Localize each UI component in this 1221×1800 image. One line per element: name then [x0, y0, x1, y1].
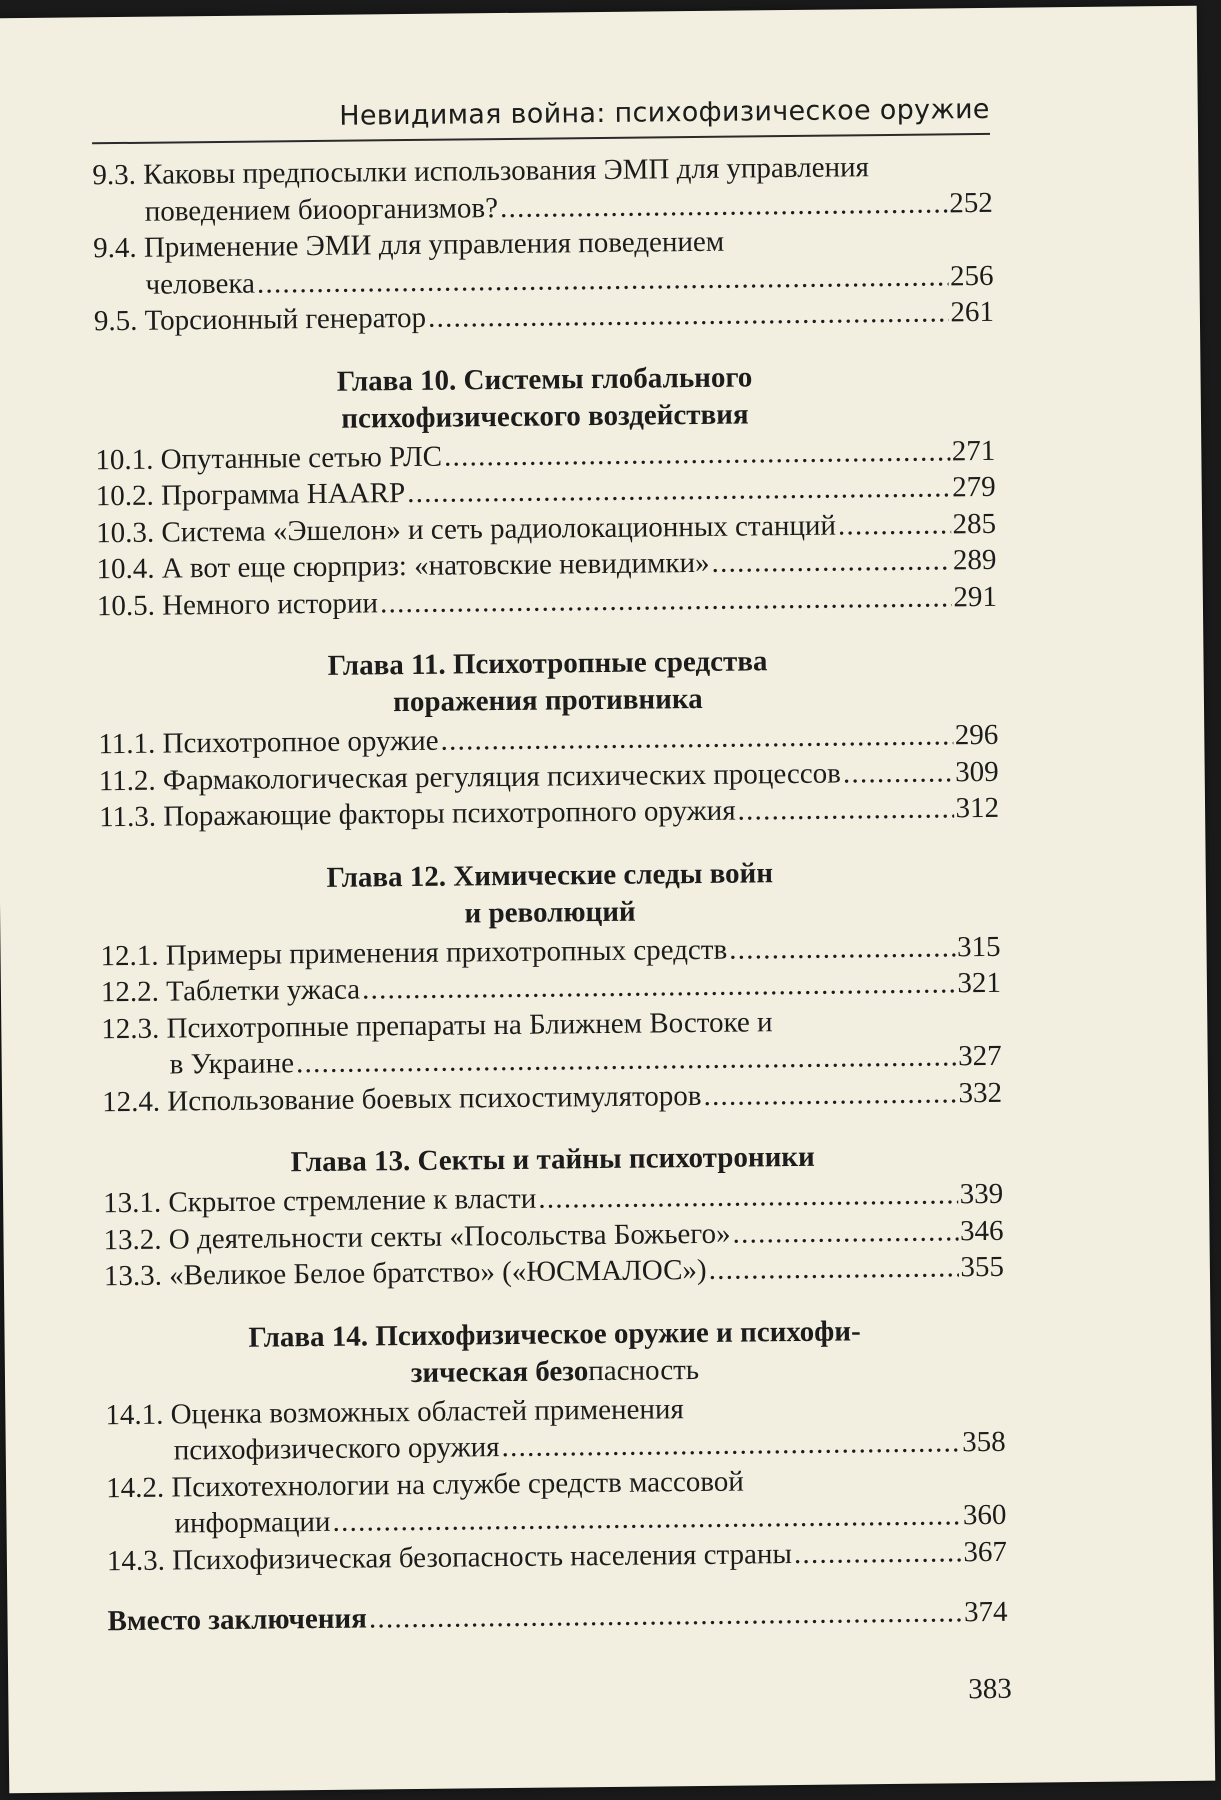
dot-leader	[380, 579, 952, 621]
toc-entry-number: 9.5.	[93, 304, 138, 338]
toc-entry-number: 12.2.	[100, 975, 160, 1009]
toc-entry-number: 14.2.	[105, 1471, 165, 1504]
toc-page-number: 327	[957, 1039, 1002, 1073]
toc-page-number: 296	[954, 718, 999, 752]
page-folio-number: 383	[968, 1672, 1012, 1706]
toc-entry-number: 13.3.	[103, 1259, 163, 1293]
toc-entry-title: Психотропное оружие	[162, 724, 439, 760]
toc-entry-14-2[interactable]	[106, 1460, 1007, 1542]
chapter-heading-14	[104, 1311, 1005, 1394]
toc-page-number: 285	[952, 507, 997, 540]
toc-entry-9-3[interactable]	[92, 148, 993, 230]
toc-entry-number: 10.5.	[96, 589, 156, 622]
dot-leader	[708, 1249, 958, 1288]
toc-entry-title-continued: психофизического оружия	[173, 1431, 500, 1467]
toc-entry-title-continued: информации	[174, 1505, 331, 1540]
toc-page-number: 321	[957, 966, 1002, 1000]
toc-entry-number: 14.3.	[106, 1544, 166, 1577]
chapter-title-bold-part: зическая безо	[410, 1354, 589, 1389]
dot-leader	[538, 1176, 958, 1217]
toc-entry-number: 14.1.	[105, 1398, 164, 1431]
toc-entry-9-4[interactable]	[93, 221, 994, 303]
chapter-title-line: Глава 13. Секты и тайны психотроники	[290, 1140, 815, 1179]
chapter-title-regular-part: пасность	[588, 1353, 700, 1387]
chapter-title-line: поражения противника	[393, 682, 703, 719]
toc-page-number: 309	[955, 755, 999, 788]
toc-entry-title: Торсионный генератор	[144, 301, 427, 337]
toc-page-number: 358	[962, 1425, 1006, 1459]
running-header: Невидимая война: психофизическое оружие	[92, 94, 990, 144]
toc-entry-title-continued: поведением биоорганизмов?	[144, 191, 499, 228]
toc-entry-number: 12.1.	[100, 939, 159, 972]
toc-page-number: 332	[958, 1076, 1003, 1109]
table-of-contents	[92, 148, 1007, 1640]
toc-page-number: 261	[950, 295, 995, 329]
toc-page-number: 355	[960, 1250, 1005, 1284]
toc-entry-conclusion[interactable]	[107, 1594, 1007, 1640]
chapter-title-line: Глава 11. Психотропные средства	[327, 645, 768, 682]
toc-entry-title: О деятельности секты «Посольства Божьего»	[168, 1217, 731, 1256]
dot-leader	[407, 469, 950, 511]
dot-leader	[711, 542, 951, 581]
toc-entry-number: 10.2.	[95, 479, 154, 513]
toc-entry-title: Система «Эшелон» и сеть радиолокационных станций	[161, 509, 837, 549]
toc-entry-title: Вместо заключения	[107, 1602, 368, 1638]
chapter-title-line: психофизического воздействия	[341, 397, 749, 435]
dot-leader	[838, 506, 951, 544]
toc-entry-title: «Великое Белое братство» («ЮСМАЛОС»)	[168, 1253, 707, 1292]
toc-page-number: 252	[949, 186, 993, 219]
toc-page-number: 291	[953, 580, 998, 613]
toc-page-number: 367	[963, 1535, 1008, 1568]
dot-leader	[440, 717, 953, 759]
toc-page-number: 360	[962, 1498, 1007, 1532]
toc-page-number: 312	[955, 791, 1000, 825]
chapter-heading-12	[100, 852, 1001, 935]
toc-page-number: 315	[956, 930, 1001, 963]
toc-entry-number: 13.2.	[103, 1223, 162, 1256]
book-page	[0, 6, 1215, 1794]
toc-entry-title: Каковы предпосылки использования ЭМП для управления	[142, 151, 870, 191]
dot-leader	[703, 1075, 956, 1114]
chapter-title-line: и революций	[464, 895, 636, 929]
toc-entry-title: Психотехнологии на службе средств массовой	[171, 1465, 744, 1504]
toc-entry-title-continued: в Украине	[169, 1047, 295, 1081]
toc-entry-title: А вот еще сюрприз: «натовские невидимки»	[161, 546, 710, 585]
toc-entry-title: Примеры применения прихотропных средств	[165, 933, 728, 972]
toc-entry-title: Психофизическая безопасность населения страны	[171, 1537, 793, 1577]
dot-leader	[501, 1424, 960, 1465]
toc-entry-title-continued: человека	[145, 267, 256, 301]
toc-entry-number: 11.1.	[98, 727, 156, 761]
toc-entry-title: Скрытое стремление к власти	[168, 1182, 537, 1219]
dot-leader	[729, 929, 955, 968]
dot-leader	[500, 185, 948, 226]
dot-leader	[732, 1213, 958, 1252]
toc-entry-title: Поражающие факторы психотропного оружия	[163, 794, 736, 833]
toc-entry-number: 12.3.	[101, 1012, 160, 1045]
toc-entry-title: Немного истории	[161, 586, 379, 622]
dot-leader	[369, 1594, 963, 1637]
toc-page-number: 279	[952, 470, 996, 504]
dot-leader	[737, 790, 953, 829]
toc-entry-number: 10.4.	[96, 552, 155, 586]
toc-entry-12-3[interactable]	[101, 1001, 1002, 1083]
chapter-title-line: Глава 10. Системы глобального	[336, 360, 753, 398]
toc-page-number: 289	[952, 543, 997, 577]
toc-entry-14-1[interactable]	[105, 1387, 1006, 1469]
toc-entry-title: Оценка возможных областей применения	[170, 1392, 684, 1431]
toc-entry-number: 11.3.	[98, 800, 157, 834]
toc-entry-title: Психотропные препараты на Ближнем Востоке и	[166, 1005, 773, 1045]
toc-entry-number: 10.3.	[95, 516, 155, 549]
toc-page-number: 346	[959, 1214, 1004, 1247]
chapter-heading-10	[94, 356, 995, 439]
toc-page-number: 271	[951, 434, 996, 467]
dot-leader	[794, 1534, 962, 1572]
toc-entry-number: 13.1.	[102, 1186, 162, 1220]
toc-entry-number: 10.1.	[95, 443, 154, 476]
toc-entry-title: Фармакологическая регуляция психических процессов	[162, 757, 842, 797]
dot-leader	[843, 754, 954, 792]
toc-entry-number: 11.2.	[98, 764, 156, 797]
toc-entry-title: Таблетки ужаса	[166, 973, 361, 1008]
toc-entry-number: 12.4.	[101, 1085, 161, 1118]
toc-entry-title: Программа HAARP	[160, 477, 406, 512]
chapter-title-line: Глава 14. Психофизическое оружие и психофи-	[248, 1314, 861, 1354]
dot-leader	[362, 965, 956, 1008]
toc-entry-title: Опутанные сетью РЛС	[160, 440, 443, 476]
chapter-title-line: Глава 12. Химические следы войн	[326, 856, 774, 894]
toc-entry-number: 9.3.	[92, 158, 137, 192]
chapter-heading-11	[97, 641, 998, 724]
toc-page-number: 374	[963, 1595, 1008, 1629]
dot-leader	[428, 294, 949, 336]
toc-page-number: 256	[949, 259, 994, 292]
dot-leader	[444, 433, 950, 475]
toc-entry-title: Применение ЭМИ для управления поведением	[143, 225, 725, 264]
toc-page-number: 339	[959, 1177, 1004, 1211]
toc-entry-number: 9.4.	[92, 231, 137, 265]
toc-entry-title: Использование боевых психостимуляторов	[167, 1079, 702, 1118]
